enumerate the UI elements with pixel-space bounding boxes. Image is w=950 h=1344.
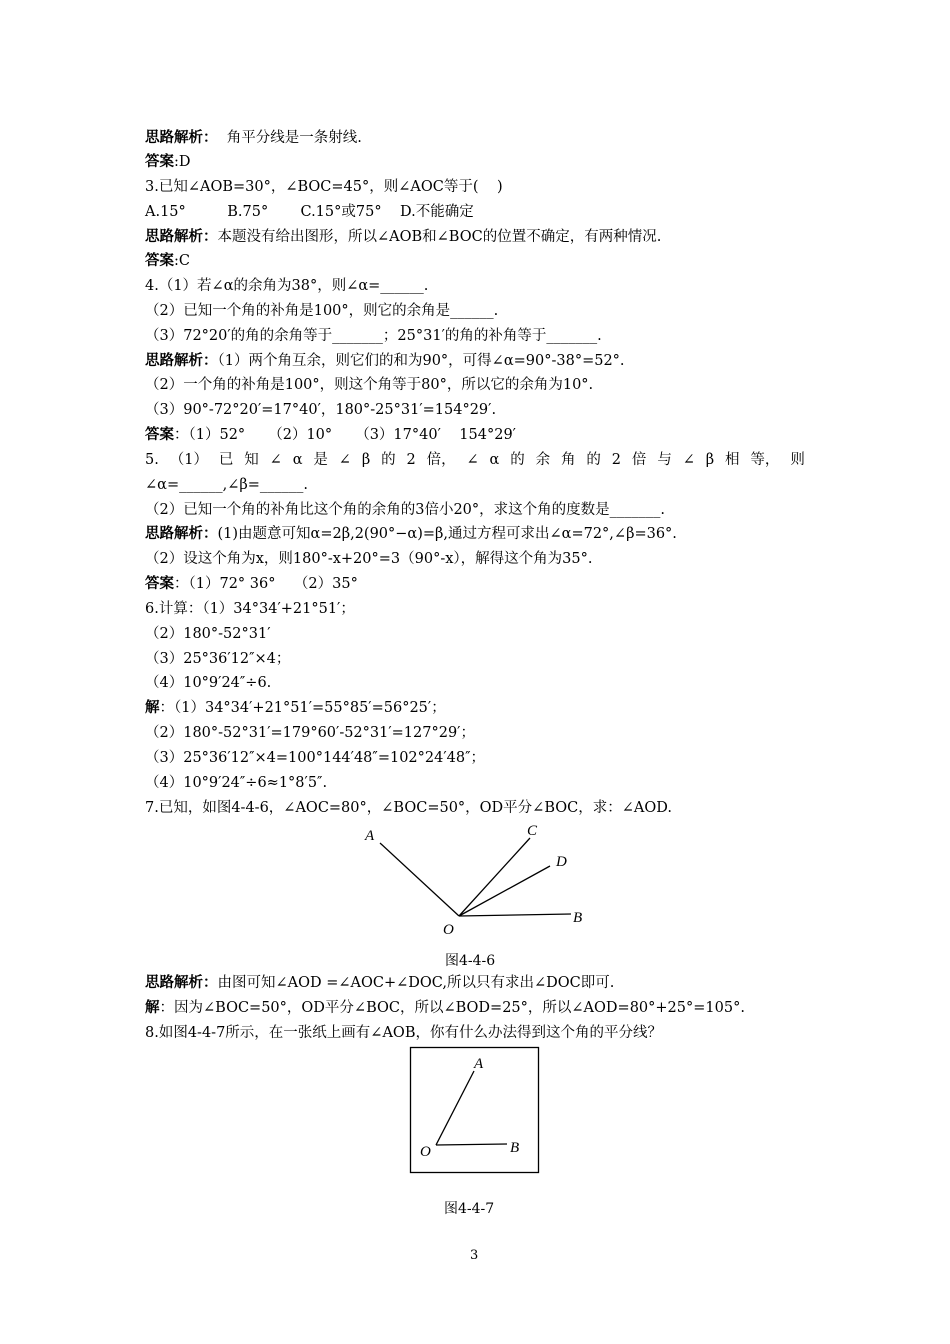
label-o: O bbox=[420, 1144, 431, 1160]
label-a: A bbox=[474, 1056, 484, 1072]
solution-7: 解：因为∠BOC=50°，OD平分∠BOC，所以∠BOD=25°，所以∠AOD=80°+25°=105°. bbox=[145, 1000, 745, 1016]
solution-6-3: （3）25°36′12″×4=100°144′48″=102°24′48″； bbox=[145, 750, 486, 766]
answer-label: 答案 bbox=[145, 154, 174, 170]
ray-oa bbox=[436, 1071, 474, 1145]
solution-6-2: （2）180°-52°31′=179°60′-52°31′=127°29′； bbox=[145, 725, 475, 741]
analysis-label: 思路解析： bbox=[145, 353, 218, 369]
figure-4-4-6 bbox=[355, 818, 595, 938]
label-d: D bbox=[556, 854, 567, 870]
answer-line-2: 答案:C bbox=[145, 253, 190, 269]
answer-label: 答案 bbox=[145, 427, 174, 443]
ray-oa bbox=[380, 843, 459, 916]
ray-ob bbox=[459, 914, 571, 916]
solution-6-4: （4）10°9′24″÷6≈1°8′5″. bbox=[145, 775, 328, 791]
solution-6-1: 解：（1）34°34′+21°51′=55°85′=56°25′； bbox=[145, 700, 446, 716]
answer-label: 答案 bbox=[145, 253, 174, 269]
question-5-2: （2）已知一个角的补角比这个角的余角的3倍小20°，求这个角的度数是_______. bbox=[145, 502, 666, 518]
label-b: B bbox=[510, 1140, 520, 1156]
line-1: 思路解析： 角平分线是一条射线. bbox=[145, 130, 362, 146]
answer-4: 答案：（1）52° （2）10° （3）17°40′ 154°29′ bbox=[145, 427, 516, 443]
question-8: 8.如图4-4-7所示，在一张纸上画有∠AOB，你有什么办法得到这个角的平分线？ bbox=[145, 1025, 662, 1041]
answer-5: 答案：（1）72° 36° （2）35° bbox=[145, 576, 358, 592]
answer-label: 答案 bbox=[145, 576, 174, 592]
label-c: C bbox=[527, 823, 538, 839]
analysis-label: 思路解析： bbox=[145, 526, 218, 542]
ray-ob bbox=[436, 1144, 507, 1145]
ray-oc bbox=[459, 838, 530, 916]
label-o: O bbox=[443, 922, 454, 938]
page-number: 3 bbox=[470, 1248, 479, 1263]
figure-4-4-7 bbox=[409, 1046, 541, 1176]
question-5-1: 5. （1） 已 知 ∠ α 是 ∠ β 的 2 倍， ∠ α 的 余 角 的 2 倍 与 ∠ β 相 等， 则 bbox=[145, 452, 805, 468]
question-4-3: （3）72°20′的角的余角等于_______；25°31′的角的补角等于_______. bbox=[145, 328, 602, 344]
analysis-7: 思路解析：由图可知∠AOD =∠AOC+∠DOC,所以只有求出∠DOC即可. bbox=[145, 975, 615, 991]
analysis-5-2: （2）设这个角为x，则180°-x+20°=3（90°-x），解得这个角为35°. bbox=[145, 551, 593, 567]
question-3: 3.已知∠AOB=30°，∠BOC=45°，则∠AOC等于( ) bbox=[145, 179, 503, 195]
analysis-label: 思路解析： bbox=[145, 130, 218, 146]
solution-label: 解 bbox=[145, 700, 160, 716]
question-6-4: （4）10°9′24″÷6. bbox=[145, 675, 272, 691]
solution-label: 解 bbox=[145, 1000, 160, 1016]
label-b: B bbox=[573, 910, 583, 926]
answer-line-1: 答案:D bbox=[145, 154, 191, 170]
analysis-4-3: （3）90°-72°20′=17°40′，180°-25°31′=154°29′. bbox=[145, 402, 497, 418]
figure-caption-4-4-6: 图4-4-6 bbox=[445, 953, 496, 969]
analysis-4-2: （2）一个角的补角是100°，则这个角等于80°，所以它的余角为10°. bbox=[145, 377, 594, 393]
analysis-5-1: 思路解析：(1)由题意可知α=2β,2(90°−α)=β,通过方程可求出∠α=72°,∠β=36°. bbox=[145, 526, 677, 542]
label-a: A bbox=[365, 828, 375, 844]
ray-od bbox=[459, 866, 550, 916]
question-6-3: （3）25°36′12″×4； bbox=[145, 651, 291, 667]
question-6-2: （2）180°-52°31′ bbox=[145, 626, 271, 642]
question-4-1: 4.（1）若∠α的余角为38°，则∠α=______. bbox=[145, 278, 429, 294]
question-3-options: A.15° B.75° C.15°或75° D.不能确定 bbox=[145, 204, 474, 220]
question-5-1-blanks: ∠α=______,∠β=______. bbox=[145, 477, 308, 493]
question-4-2: （2）已知一个角的补角是100°，则它的余角是______. bbox=[145, 303, 499, 319]
analysis-4-1: 思路解析：（1）两个角互余，则它们的和为90°，可得∠α=90°-38°=52°. bbox=[145, 353, 625, 369]
question-7: 7.已知，如图4-4-6，∠AOC=80°，∠BOC=50°，OD平分∠BOC，求：∠AOD. bbox=[145, 800, 672, 816]
analysis-label: 思路解析： bbox=[145, 975, 218, 991]
line-5: 思路解析：本题没有给出图形，所以∠AOB和∠BOC的位置不确定，有两种情况. bbox=[145, 229, 662, 245]
question-6-1: 6.计算：（1）34°34′+21°51′； bbox=[145, 601, 355, 617]
analysis-label: 思路解析： bbox=[145, 229, 218, 245]
figure-caption-4-4-7: 图4-4-7 bbox=[444, 1201, 495, 1217]
